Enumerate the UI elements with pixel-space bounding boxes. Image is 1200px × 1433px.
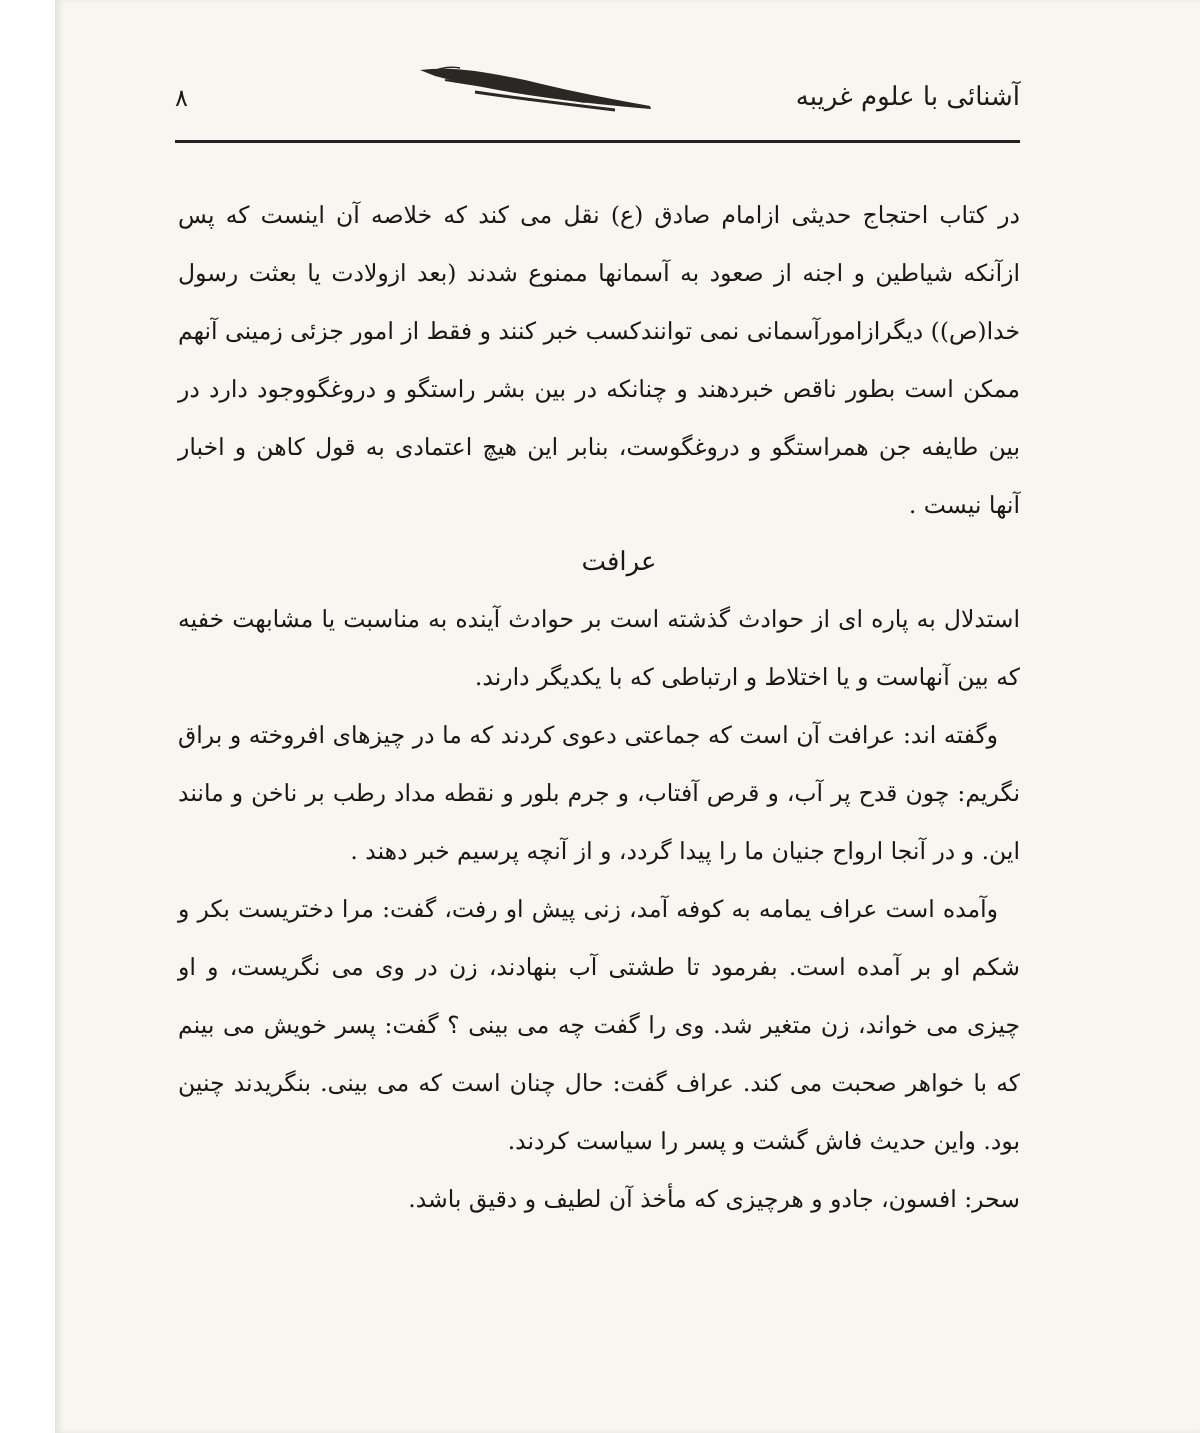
running-header [175,62,1020,152]
paragraph-sehr: سحر: افسون، جادو و هرچیزی که مأخذ آن لطیف و دقیق باشد. [408,1185,1020,1213]
paragraph-claim: وگفته اند: عرافت آن است که جماعتی دعوی کردند که ما در چیزهای افروخته و براق نگریم: چون قدح پر آب، و قرص آفتاب، و جرم بلور و نقطه مداد رطب بر ناخن و مانند این. و در آنجا ارواح جنیان ما را پیدا گردد، و از آنچه پرسیم خبر دهند . [178,721,1020,865]
paragraph-definition: استدلال به پاره ای از حوادث گذشته است بر حوادث آینده به مناسبت یا مشابهت خفیه که بین آنهاست و یا اختلاط و ارتباطی که با یکدیگر دارند. [178,605,1020,691]
header-rule [175,140,1020,143]
section-heading: عرافت [581,547,657,577]
paragraph-story: وآمده است عراف یمامه به کوفه آمد، زنی پیش او رفت، گفت: مرا دختریست بکر و شکم او بر آمده است. بفرمود تا طشتی آب بنهادند، زن در وی می نگریست، و او چیزی می خواند، زن متغیر شد. وی را گفت چه می بینی ؟ گفت: پسر خویش می بینم که با خواهر صحبت می کند. عراف گفت: حال چنان است که می بینی. بنگریدند چنین بود. واین حدیث فاش گشت و پسر را سیاست کردند. [178,895,1020,1155]
paragraph-kahanat: در کتاب احتجاج حدیثی ازامام صادق (ع) نقل می کند که خلاصه آن اینست که پس ازآنکه شیاطین و اجنه از صعود به آسمانها ممنوع شدند (بعد ازولادت یا بعثت رسول خدا(ص)) دیگرازامورآسمانی نمی توانندکسب خبر کنند و فقط از امور جزئی زمینی آنهم ممکن است بطور ناقص خبردهند و چنانکه در بین بشر راستگو و دروغگووجود دارد در بین طایفه جن همراستگو و دروغگوست، بنابر این هیچ اعتمادی به قول کاهن و اخبار آنها نیست . [177,201,1020,519]
page-number: ۸ [175,84,188,112]
quill-ornament-icon [415,62,665,122]
header-title: آشنائی با علوم غریبه [795,82,1020,112]
body-text [178,186,1020,1228]
